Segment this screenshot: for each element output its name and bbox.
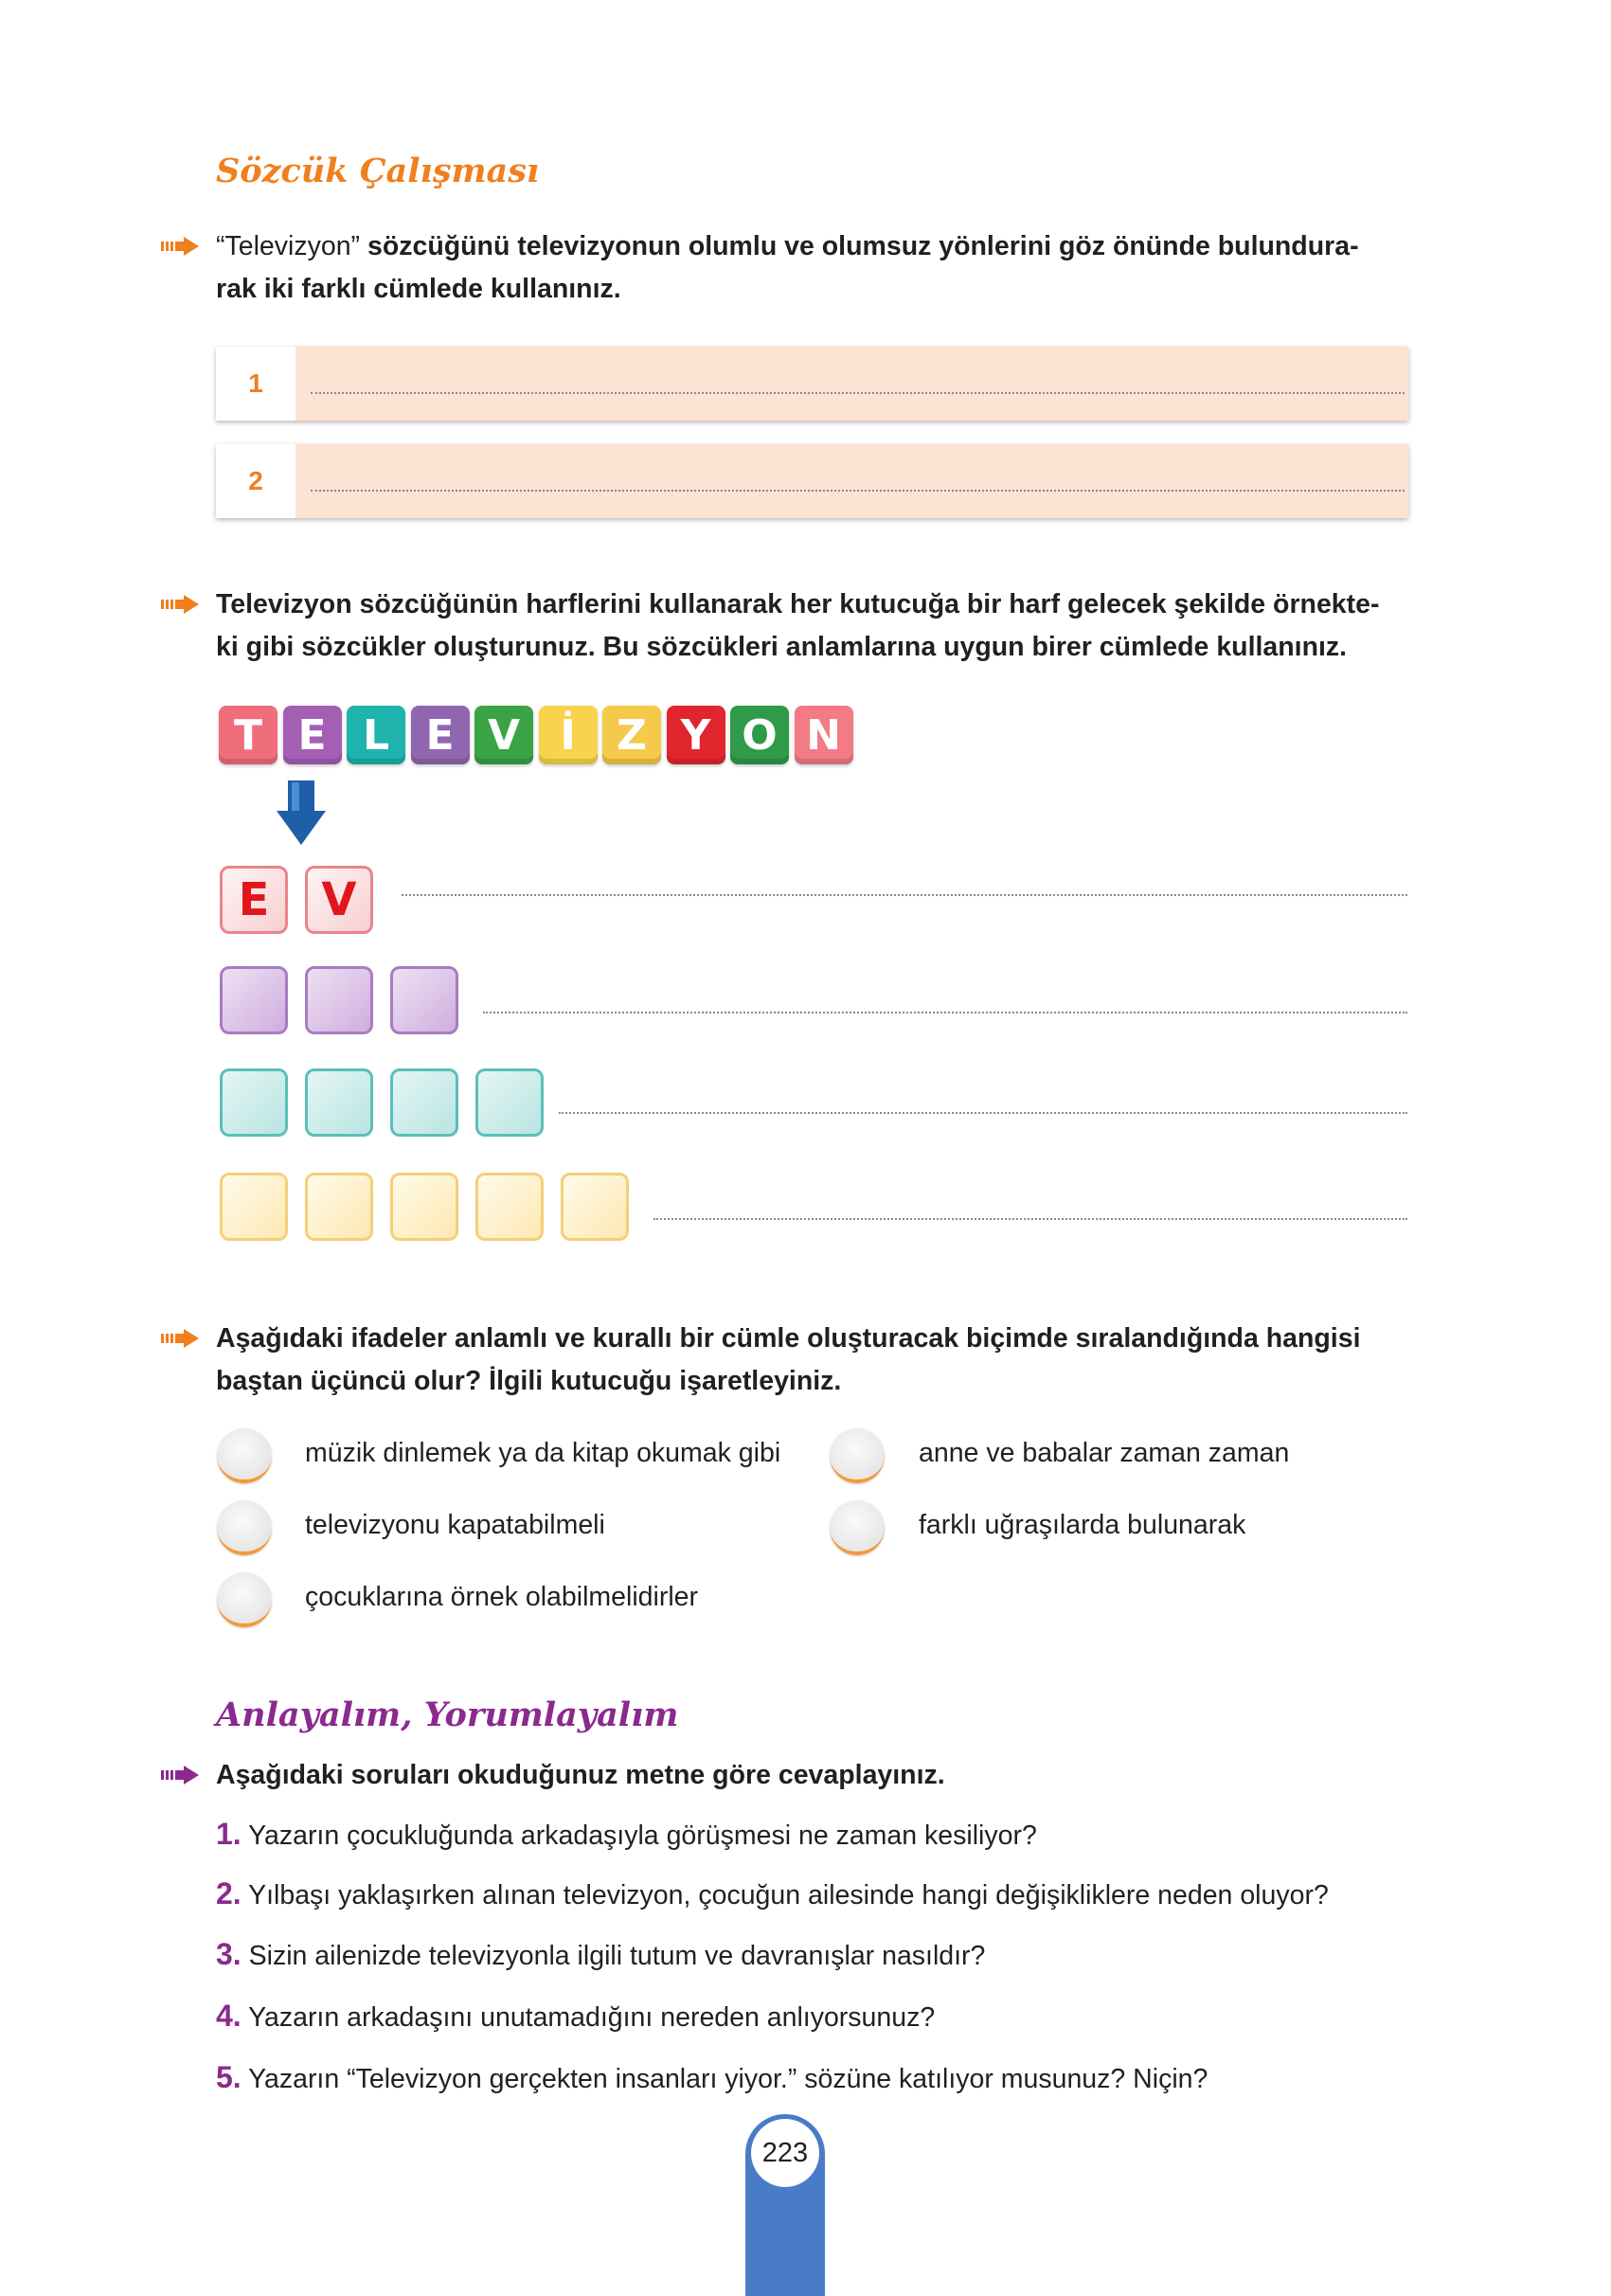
example-letter-box: V xyxy=(305,866,373,934)
option-checkbox-d[interactable] xyxy=(830,1500,885,1555)
question-text: Sizin ailenizde televizyonla ilgili tutum ve davranışlar nasıldır? xyxy=(248,1941,986,1971)
arrow-bullet-icon xyxy=(161,237,199,256)
letter-input-box[interactable] xyxy=(390,1068,458,1137)
instruction-3 xyxy=(216,1318,1447,1403)
question-number: 1. xyxy=(216,1817,242,1851)
answer-dotted-line[interactable] xyxy=(402,894,1407,896)
instruction-1 xyxy=(216,225,1419,311)
letter-input-box[interactable] xyxy=(305,1068,373,1137)
question-text: Yazarın arkadaşını unutamadığını nereden anlıyorsunuz? xyxy=(248,2002,936,2033)
answer-dotted-line[interactable] xyxy=(559,1112,1407,1114)
option-text-d: farklı uğraşılarda bulunarak xyxy=(919,1510,1246,1540)
question-2 xyxy=(216,1876,1329,1911)
instruction-4: Aşağıdaki soruları okuduğunuz metne göre cevaplayınız. xyxy=(216,1760,945,1790)
answer-dotted-line xyxy=(311,490,1405,492)
question-text: Yılbaşı yaklaşırken alınan televizyon, çocuğun ailesinde hangi değişikliklere neden oluyor? xyxy=(248,1880,1329,1910)
letter-input-box[interactable] xyxy=(220,1068,288,1137)
letter-input-box[interactable] xyxy=(305,966,373,1034)
question-number: 3. xyxy=(216,1937,242,1971)
question-3 xyxy=(216,1937,985,1972)
letter-tile: Y xyxy=(667,706,725,764)
letter-input-box[interactable] xyxy=(220,1173,288,1241)
letter-input-box[interactable] xyxy=(305,1173,373,1241)
arrow-bullet-icon xyxy=(161,1766,199,1785)
question-number: 5. xyxy=(216,2060,242,2094)
letter-tile: L xyxy=(347,706,405,764)
instruction-3-line1: Aşağıdaki ifadeler anlamlı ve kurallı bir cümle oluşturacak biçimde sıralandığında hangisi xyxy=(216,1323,1361,1354)
letter-tile: İ xyxy=(539,706,598,764)
letter-tile: N xyxy=(795,706,853,764)
option-text-c: televizyonu kapatabilmeli xyxy=(305,1510,605,1540)
letter-input-box[interactable] xyxy=(475,1068,544,1137)
letter-input-box[interactable] xyxy=(390,966,458,1034)
option-checkbox-e[interactable] xyxy=(217,1572,272,1627)
page-number: 223 xyxy=(751,2119,819,2187)
letter-input-box[interactable] xyxy=(390,1173,458,1241)
letter-input-box[interactable] xyxy=(220,966,288,1034)
sentence-box-number: 2 xyxy=(216,444,295,518)
instruction-3-line2: baştan üçüncü olur? İlgili kutucuğu işaretleyiniz. xyxy=(216,1366,842,1396)
letter-tile: Z xyxy=(602,706,661,764)
section-title-word-study: Sözcük Çalışması xyxy=(216,152,540,190)
letter-input-box[interactable] xyxy=(561,1173,629,1241)
answer-dotted-line xyxy=(311,392,1405,394)
section-title-understand-interpret: Anlayalım, Yorumlayalım xyxy=(216,1695,679,1734)
instruction-2 xyxy=(216,583,1447,669)
option-checkbox-b[interactable] xyxy=(830,1428,885,1483)
option-checkbox-c[interactable] xyxy=(217,1500,272,1555)
arrow-bullet-icon xyxy=(161,595,199,614)
letter-tile: E xyxy=(411,706,470,764)
instruction-1-quote: “Televizyon” xyxy=(216,231,361,261)
example-letter-box: E xyxy=(220,866,288,934)
down-arrow-icon xyxy=(275,780,328,847)
sentence-box-1[interactable] xyxy=(216,347,1408,421)
question-5 xyxy=(216,2060,1208,2095)
sentence-box-number: 1 xyxy=(216,347,295,421)
question-4 xyxy=(216,1999,935,2034)
answer-dotted-line[interactable] xyxy=(483,1012,1407,1013)
option-checkbox-a[interactable] xyxy=(217,1428,272,1483)
instruction-2-line1: Televizyon sözcüğünün harflerini kullanarak her kutucuğa bir harf gelecek şekilde örnekte- xyxy=(216,589,1380,619)
question-number: 4. xyxy=(216,1999,242,2033)
option-text-e: çocuklarına örnek olabilmelidirler xyxy=(305,1582,699,1612)
question-text: Yazarın çocukluğunda arkadaşıyla görüşmesi ne zaman kesiliyor? xyxy=(248,1821,1037,1851)
letter-input-box[interactable] xyxy=(475,1173,544,1241)
instruction-1-line1: sözcüğünü televizyonun olumlu ve olumsuz yönlerini göz önünde bulundura- xyxy=(360,231,1359,261)
question-number: 2. xyxy=(216,1876,242,1910)
instruction-2-line2: ki gibi sözcükler oluşturunuz. Bu sözcükleri anlamlarına uygun birer cümlede kullanınız. xyxy=(216,632,1348,662)
answer-dotted-line[interactable] xyxy=(653,1218,1407,1220)
letter-tile: T xyxy=(219,706,277,764)
letter-tile: O xyxy=(730,706,789,764)
option-text-b: anne ve babalar zaman zaman xyxy=(919,1438,1290,1468)
letter-tile: V xyxy=(474,706,533,764)
question-text: Yazarın “Televizyon gerçekten insanları yiyor.” sözüne katılıyor musunuz? Niçin? xyxy=(248,2064,1208,2094)
question-1 xyxy=(216,1817,1037,1852)
sentence-box-2[interactable] xyxy=(216,444,1408,518)
option-text-a: müzik dinlemek ya da kitap okumak gibi xyxy=(305,1438,781,1468)
letter-tile: E xyxy=(283,706,342,764)
arrow-bullet-icon xyxy=(161,1329,199,1348)
instruction-1-line2: rak iki farklı cümlede kullanınız. xyxy=(216,274,621,304)
